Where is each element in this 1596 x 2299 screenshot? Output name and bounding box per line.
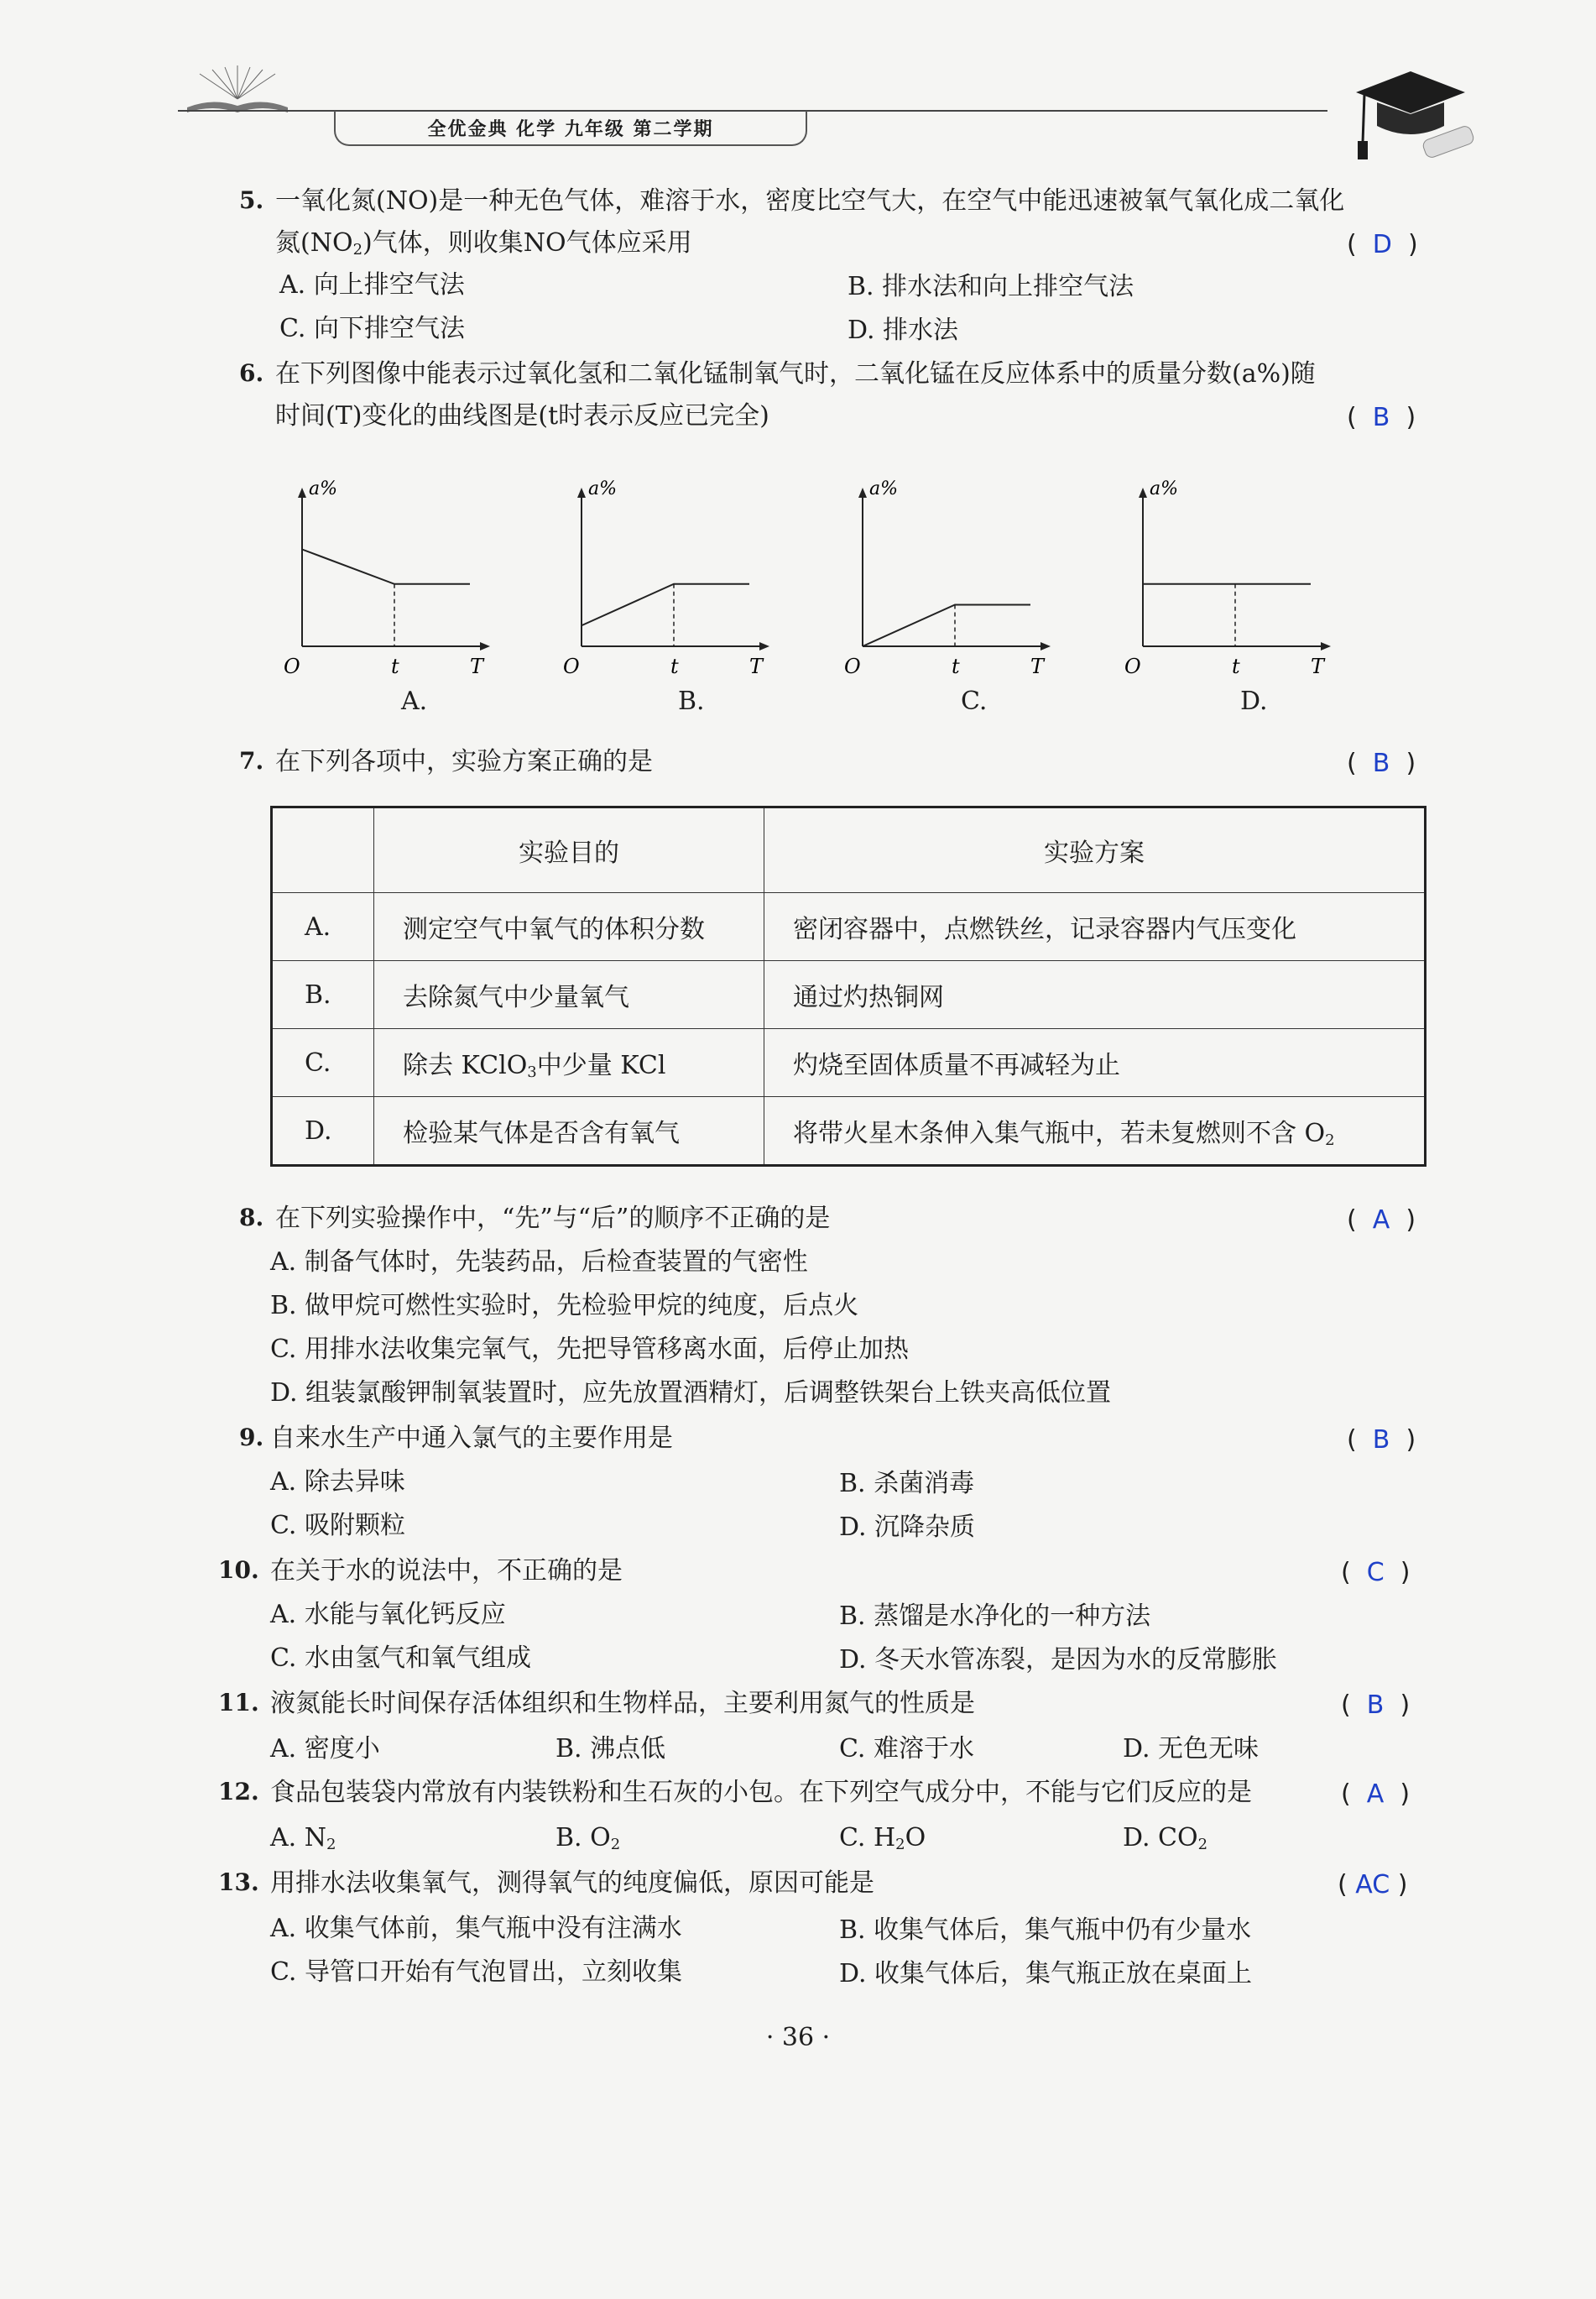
question-9-number: 9. <box>239 1424 264 1451</box>
table-header-blank <box>272 807 374 893</box>
question-10-option-d: D. 冬天水管冻裂，是因为水的反常膨胀 <box>839 1645 1278 1675</box>
row-label: A. <box>272 893 374 961</box>
experiment-table <box>270 806 1426 1167</box>
table-row <box>272 893 1426 961</box>
x-axis-label: T <box>1030 655 1045 678</box>
row-goal: 去除氮气中少量氧气 <box>374 961 764 1029</box>
curve <box>582 584 749 626</box>
question-8-option-c: C. 用排水法收集完氧气，先把导管移离水面，后停止加热 <box>270 1335 909 1364</box>
graph-b-label: B. <box>678 687 705 716</box>
question-5-option-c: C. 向下排空气法 <box>279 314 465 343</box>
graph-a-label: A. <box>401 687 428 716</box>
table-row <box>272 961 1426 1029</box>
question-8-stem: 在下列实验操作中，“先”与“后”的顺序不正确的是 <box>275 1204 831 1233</box>
y-axis-arrow <box>1139 488 1147 498</box>
question-6-number: 6. <box>239 359 264 387</box>
graph-d <box>1118 466 1344 718</box>
table-header-goal: 实验目的 <box>374 807 764 893</box>
question-5-stem-line1: 一氧化氮(NO)是一种无色气体，难溶于水，密度比空气大，在空气中能迅速被氧气氧化成二氧化 <box>275 186 1345 216</box>
question-11-answer: ( B ) <box>1341 1690 1411 1720</box>
question-9-option-c: C. 吸附颗粒 <box>270 1511 405 1540</box>
question-13-answer: ( AC ) <box>1338 1870 1408 1899</box>
y-axis-arrow <box>577 488 586 498</box>
question-12-option-c: C. $H_2O$ <box>839 1823 926 1853</box>
table-header-row <box>272 807 1426 893</box>
row-label: C. <box>272 1029 374 1097</box>
question-7-stem: 在下列各项中，实验方案正确的是 <box>275 747 653 776</box>
question-10-option-a: A. 水能与氧化钙反应 <box>270 1600 506 1629</box>
question-10-number: 10. <box>218 1556 259 1584</box>
question-8-option-d: D. 组装氯酸钾制氧装置时，应先放置酒精灯，后调整铁架台上铁夹高低位置 <box>270 1378 1112 1408</box>
question-11-option-c: C. 难溶于水 <box>839 1734 974 1763</box>
question-11-option-b: B. 沸点低 <box>555 1734 666 1763</box>
question-11-option-a: A. 密度小 <box>270 1734 380 1763</box>
page-number: · 36 · <box>765 2023 831 2052</box>
table-header-plan: 实验方案 <box>764 807 1426 893</box>
question-9-stem: 自来水生产中通入氯气的主要作用是 <box>270 1424 673 1453</box>
t-label: t <box>670 655 679 678</box>
row-label: D. <box>272 1097 374 1166</box>
x-axis-arrow <box>1041 642 1051 651</box>
row-plan: 将带火星木条伸入集气瓶中，若未复燃则不含 $O_2$ <box>764 1097 1426 1166</box>
row-goal: 检验某气体是否含有氧气 <box>374 1097 764 1166</box>
question-5-option-a: A. 向上排空气法 <box>279 270 465 300</box>
question-13-option-d: D. 收集气体后，集气瓶正放在桌面上 <box>839 1959 1253 1988</box>
question-9-option-a: A. 除去异味 <box>270 1467 405 1497</box>
origin-label: O <box>844 655 861 678</box>
question-12-option-d: D. $CO_2$ <box>1123 1823 1208 1853</box>
question-5-option-d: D. 排水法 <box>848 316 959 345</box>
question-9-option-d: D. 沉降杂质 <box>839 1513 976 1542</box>
header-title: 全优金典 化学 九年级 第二学期 <box>334 111 807 146</box>
question-7-answer: ( B ) <box>1347 749 1416 778</box>
question-10-stem: 在关于水的说法中，不正确的是 <box>270 1556 623 1586</box>
question-6-answer: ( B ) <box>1347 403 1416 432</box>
book-logo-icon <box>183 65 292 116</box>
question-13-option-b: B. 收集气体后，集气瓶中仍有少量水 <box>839 1915 1252 1945</box>
origin-label: O <box>563 655 580 678</box>
question-11-number: 11. <box>218 1689 259 1716</box>
graduation-cap-icon <box>1339 59 1482 168</box>
question-10-answer: ( C ) <box>1341 1558 1411 1587</box>
question-5-number: 5. <box>239 186 264 214</box>
origin-label: O <box>284 655 300 678</box>
x-axis-arrow <box>1321 642 1331 651</box>
question-13-number: 13. <box>218 1868 259 1896</box>
y-axis-label: a% <box>869 478 899 499</box>
graph-c <box>837 466 1064 718</box>
question-7-number: 7. <box>239 747 264 775</box>
t-label: t <box>391 655 399 678</box>
x-axis-arrow <box>480 642 490 651</box>
graph-c-label: C. <box>961 687 988 716</box>
question-10-option-b: B. 蒸馏是水净化的一种方法 <box>839 1601 1151 1631</box>
row-plan: 灼烧至固体质量不再减轻为止 <box>764 1029 1426 1097</box>
question-8-number: 8. <box>239 1204 264 1231</box>
graph-b <box>556 466 783 718</box>
question-5-stem-line2: 氮$(NO_2)$气体，则收集NO气体应采用 <box>275 228 692 259</box>
x-axis-arrow <box>759 642 769 651</box>
table-row <box>272 1029 1426 1097</box>
question-12-stem: 食品包装袋内常放有内装铁粉和生石灰的小包。在下列空气成分中，不能与它们反应的是 <box>270 1778 1252 1807</box>
question-6-stem-line1: 在下列图像中能表示过氧化氢和二氧化锰制氧气时，二氧化锰在反应体系中的质量分数(a%)随 <box>275 359 1316 389</box>
question-8-option-a: A. 制备气体时，先装药品，后检查装置的气密性 <box>270 1247 808 1277</box>
row-plan: 密闭容器中，点燃铁丝，记录容器内气压变化 <box>764 893 1426 961</box>
x-axis-label: T <box>470 655 484 678</box>
graph-a <box>277 466 503 718</box>
y-axis-arrow <box>858 488 867 498</box>
question-11-stem: 液氮能长时间保存活体组织和生物样品，主要利用氮气的性质是 <box>270 1689 975 1718</box>
y-axis-label: a% <box>1150 478 1179 499</box>
question-10-option-c: C. 水由氢气和氧气组成 <box>270 1643 531 1673</box>
question-12-answer: ( A ) <box>1341 1779 1411 1809</box>
table-row <box>272 1097 1426 1166</box>
x-axis-label: T <box>749 655 764 678</box>
question-13-option-c: C. 导管口开始有气泡冒出，立刻收集 <box>270 1957 682 1987</box>
question-8-answer: ( A ) <box>1347 1205 1416 1235</box>
question-13-stem: 用排水法收集氧气，测得氧气的纯度偏低，原因可能是 <box>270 1868 874 1898</box>
row-goal: 测定空气中氧气的体积分数 <box>374 893 764 961</box>
y-axis-label: a% <box>309 478 338 499</box>
row-goal: 除去 KClO$_3$中少量 KCl <box>374 1029 764 1097</box>
origin-label: O <box>1124 655 1141 678</box>
curve <box>302 550 470 584</box>
question-11-option-d: D. 无色无味 <box>1123 1734 1260 1763</box>
question-12-option-b: B. $O_2$ <box>555 1823 621 1853</box>
question-9-answer: ( B ) <box>1347 1425 1416 1455</box>
question-8-option-b: B. 做甲烷可燃性实验时，先检验甲烷的纯度，后点火 <box>270 1291 859 1320</box>
x-axis-label: T <box>1311 655 1325 678</box>
y-axis-arrow <box>298 488 306 498</box>
question-5-option-b: B. 排水法和向上排空气法 <box>848 272 1134 301</box>
question-12-option-a: A. $N_2$ <box>270 1823 336 1853</box>
question-6-stem-line2: 时间(T)变化的曲线图是(t时表示反应已完全) <box>275 401 769 431</box>
question-9-option-b: B. 杀菌消毒 <box>839 1469 975 1498</box>
row-label: B. <box>272 961 374 1029</box>
graph-d-label: D. <box>1240 687 1268 716</box>
question-13-option-a: A. 收集气体前，集气瓶中没有注满水 <box>270 1914 682 1943</box>
curve <box>863 605 1030 647</box>
question-12-number: 12. <box>218 1778 259 1805</box>
t-label: t <box>1232 655 1240 678</box>
y-axis-label: a% <box>588 478 618 499</box>
t-label: t <box>952 655 960 678</box>
row-plan: 通过灼热铜网 <box>764 961 1426 1029</box>
question-5-answer: ( D ) <box>1347 230 1418 259</box>
